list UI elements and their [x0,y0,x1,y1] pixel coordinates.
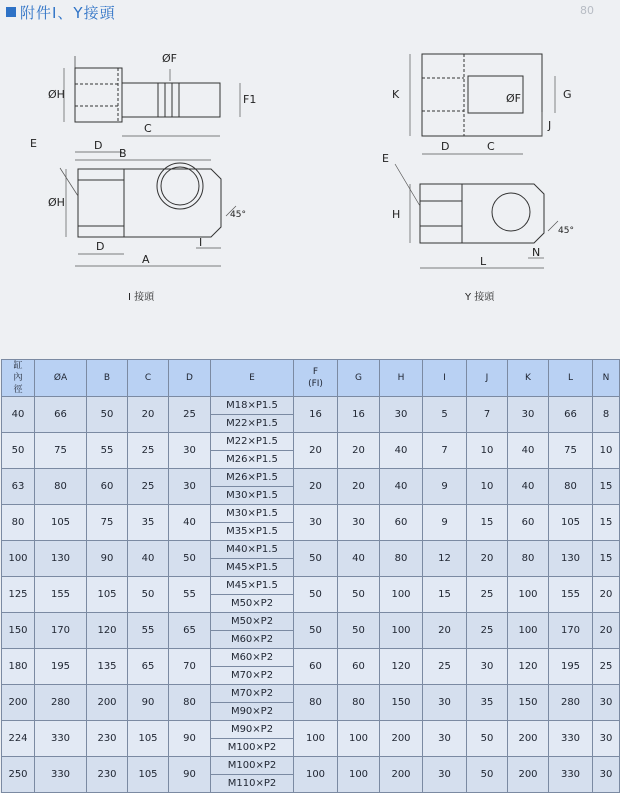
table-cell: 25 [593,649,620,685]
header-cell: B [87,360,128,397]
table-cell: M50×P2 [211,595,294,613]
table-cell: 40 [508,433,549,469]
table-cell: 130 [549,541,593,577]
table-cell: 40 [380,433,423,469]
table-row [2,397,620,415]
table-cell: 150 [2,613,35,649]
table-cell: 105 [87,577,128,613]
table-cell: 9 [423,505,467,541]
table-cell: 50 [294,541,338,577]
table-cell: 35 [128,505,169,541]
table-cell: 155 [35,577,87,613]
table-cell: 90 [128,685,169,721]
table-cell: 30 [380,397,423,433]
table-cell: 35 [467,685,508,721]
table-cell: 15 [593,469,620,505]
table-cell: 30 [593,757,620,793]
header-cell: G [338,360,380,397]
table-cell: 40 [380,469,423,505]
header-cell: C [128,360,169,397]
table-cell: 50 [294,613,338,649]
table-cell: M100×P2 [211,739,294,757]
table-cell: 9 [423,469,467,505]
table-cell: 7 [423,433,467,469]
table-cell: 100 [508,577,549,613]
table-cell: 15 [423,577,467,613]
table-cell: 60 [294,649,338,685]
table-cell: 25 [128,433,169,469]
table-cell: M70×P2 [211,685,294,703]
table-cell: 40 [338,541,380,577]
table-cell: M26×P1.5 [211,469,294,487]
table-cell: 65 [169,613,211,649]
y-dim-l: L [480,255,487,268]
table-cell: 150 [508,685,549,721]
table-cell: 50 [169,541,211,577]
y-dim-c: C [487,140,495,153]
table-cell: 200 [508,757,549,793]
i-dim-a: A [142,253,150,266]
table-cell: 200 [508,721,549,757]
table-cell: M70×P2 [211,667,294,685]
table-cell: 230 [87,757,128,793]
table-cell: M60×P2 [211,631,294,649]
header-square-icon [6,7,16,17]
table-cell: M22×P1.5 [211,433,294,451]
y-dim-j: J [548,119,552,132]
y-dim-k: K [392,88,400,101]
table-cell: 105 [128,721,169,757]
y-joint-top-view [422,54,542,136]
table-cell: 100 [508,613,549,649]
table-cell: 100 [380,577,423,613]
table-cell: 60 [87,469,128,505]
table-cell: 30 [423,757,467,793]
i-joint-front-view [78,163,221,237]
table-cell: 80 [380,541,423,577]
table-cell: M18×P1.5 [211,397,294,415]
table-cell: 60 [508,505,549,541]
table-cell: M22×P1.5 [211,415,294,433]
table-row [2,541,620,559]
table-cell: 55 [169,577,211,613]
header-cell: 缸 內 徑 [2,360,35,397]
table-cell: 65 [128,649,169,685]
table-row [2,721,620,739]
table-cell: 20 [338,433,380,469]
page-header [0,0,600,26]
table-cell: M30×P1.5 [211,505,294,523]
table-cell: 16 [338,397,380,433]
table-cell: 100 [2,541,35,577]
table-cell: 200 [87,685,128,721]
table-cell: 120 [380,649,423,685]
table-cell: 10 [467,469,508,505]
table-cell: 105 [549,505,593,541]
table-cell: 20 [593,577,620,613]
y-dim-diam-f: ØF [506,92,521,105]
table-row [2,757,620,775]
i-dim-diam-h-bottom: ØH [48,196,65,209]
table-cell: 40 [508,469,549,505]
table-cell: 25 [423,649,467,685]
table-cell: 80 [35,469,87,505]
header-cell: E [211,360,294,397]
table-cell: M26×P1.5 [211,451,294,469]
table-cell: 25 [467,613,508,649]
table-cell: 30 [169,469,211,505]
table-cell: 50 [294,577,338,613]
table-cell: 80 [549,469,593,505]
table-cell: 330 [549,721,593,757]
table-cell: 12 [423,541,467,577]
table-cell: M60×P2 [211,649,294,667]
table-cell: 20 [593,613,620,649]
table-row [2,685,620,703]
table-cell: 90 [169,721,211,757]
i-dim-angle: 45° [230,210,246,220]
table-cell: 230 [87,721,128,757]
table-cell: 75 [35,433,87,469]
table-cell: 75 [549,433,593,469]
spec-table-body [2,397,620,793]
i-dim-d-bottom: D [96,240,105,253]
table-cell: 105 [35,505,87,541]
corner-mark: 80 [580,4,594,17]
table-cell: 8 [593,397,620,433]
table-cell: 80 [2,505,35,541]
i-dim-e: E [30,137,37,150]
table-cell: 30 [294,505,338,541]
table-cell: 100 [380,613,423,649]
header-cell: L [549,360,593,397]
table-cell: M40×P1.5 [211,541,294,559]
table-cell: 100 [338,757,380,793]
page-title: 附件I、Y接頭 [20,4,116,22]
table-cell: 40 [2,397,35,433]
table-cell: M90×P2 [211,703,294,721]
table-cell: 130 [35,541,87,577]
table-cell: 90 [169,757,211,793]
table-cell: 16 [294,397,338,433]
table-cell: 200 [380,757,423,793]
table-cell: M30×P1.5 [211,487,294,505]
table-cell: 25 [467,577,508,613]
table-cell: 25 [128,469,169,505]
table-cell: 50 [87,397,128,433]
table-cell: 30 [423,685,467,721]
table-cell: 55 [128,613,169,649]
table-cell: 75 [87,505,128,541]
table-cell: 15 [593,505,620,541]
y-dim-n: N [532,246,541,259]
y-dim-h: H [392,208,401,221]
y-joint-caption: Y 接頭 [465,292,495,303]
header-cell: I [423,360,467,397]
table-row [2,577,620,595]
table-cell: 50 [2,433,35,469]
table-cell: 50 [128,577,169,613]
table-cell: 80 [294,685,338,721]
table-cell: M45×P1.5 [211,577,294,595]
table-cell: 120 [87,613,128,649]
table-row [2,433,620,451]
table-cell: 330 [549,757,593,793]
table-cell: 20 [294,433,338,469]
table-cell: 100 [294,721,338,757]
table-cell: 20 [294,469,338,505]
table-row [2,613,620,631]
header-cell: K [508,360,549,397]
table-cell: 55 [87,433,128,469]
table-cell: 66 [549,397,593,433]
table-cell: 125 [2,577,35,613]
i-dim-diam-f: ØF [162,52,177,65]
table-cell: 40 [128,541,169,577]
table-cell: 70 [169,649,211,685]
table-cell: 30 [423,721,467,757]
table-cell: 195 [35,649,87,685]
header-cell: J [467,360,508,397]
table-cell: 60 [338,649,380,685]
table-cell: 50 [338,577,380,613]
table-cell: M35×P1.5 [211,523,294,541]
header-cell: D [169,360,211,397]
table-row [2,649,620,667]
i-dim-i: I [199,236,203,249]
table-cell: 224 [2,721,35,757]
table-cell: M110×P2 [211,775,294,793]
table-row [2,505,620,523]
table-cell: 120 [508,649,549,685]
technical-drawings [0,26,600,359]
table-cell: 66 [35,397,87,433]
table-cell: 280 [35,685,87,721]
table-cell: 105 [128,757,169,793]
header-cell: N [593,360,620,397]
table-cell: 100 [338,721,380,757]
table-cell: 330 [35,721,87,757]
header-cell: F (FI) [294,360,338,397]
table-cell: 50 [467,757,508,793]
table-cell: 200 [2,685,35,721]
y-dim-e: E [382,152,389,165]
table-cell: 150 [380,685,423,721]
y-dim-angle: 45° [558,226,574,236]
i-joint-top-view [75,56,220,122]
y-joint-front-view [420,184,544,243]
table-cell: 330 [35,757,87,793]
i-dim-b: B [119,147,127,160]
table-cell: M100×P2 [211,757,294,775]
table-cell: 50 [467,721,508,757]
i-dim-f1: F1 [243,93,257,106]
table-cell: 80 [169,685,211,721]
header-cell: ØA [35,360,87,397]
header-cell: H [380,360,423,397]
spec-table-header [2,360,620,397]
table-cell: 30 [467,649,508,685]
table-cell: 90 [87,541,128,577]
y-dim-d: D [441,140,450,153]
table-cell: 20 [338,469,380,505]
table-cell: 20 [423,613,467,649]
table-cell: M90×P2 [211,721,294,739]
table-cell: 20 [467,541,508,577]
table-cell: 100 [294,757,338,793]
table-cell: 180 [2,649,35,685]
table-cell: 10 [593,433,620,469]
i-dim-d-top: D [94,139,103,152]
y-dim-g: G [563,88,572,101]
table-cell: 7 [467,397,508,433]
i-dim-c: C [144,122,152,135]
table-cell: 20 [128,397,169,433]
i-joint-caption: I 接頭 [128,292,155,303]
table-cell: 30 [169,433,211,469]
table-cell: 280 [549,685,593,721]
table-cell: 30 [338,505,380,541]
table-cell: 170 [35,613,87,649]
table-cell: 15 [467,505,508,541]
table-cell: 5 [423,397,467,433]
table-cell: 80 [508,541,549,577]
table-cell: 135 [87,649,128,685]
i-dim-diam-h-top: ØH [48,88,65,101]
table-cell: 170 [549,613,593,649]
table-cell: 195 [549,649,593,685]
table-cell: 60 [380,505,423,541]
table-cell: 50 [338,613,380,649]
table-row [2,469,620,487]
table-cell: 80 [338,685,380,721]
spec-table [1,359,620,793]
table-cell: M45×P1.5 [211,559,294,577]
table-cell: 200 [380,721,423,757]
table-cell: 30 [593,721,620,757]
table-cell: 10 [467,433,508,469]
table-cell: 40 [169,505,211,541]
table-cell: 25 [169,397,211,433]
table-cell: 30 [593,685,620,721]
table-cell: 63 [2,469,35,505]
table-cell: 30 [508,397,549,433]
table-cell: M50×P2 [211,613,294,631]
table-cell: 250 [2,757,35,793]
table-cell: 15 [593,541,620,577]
table-cell: 155 [549,577,593,613]
